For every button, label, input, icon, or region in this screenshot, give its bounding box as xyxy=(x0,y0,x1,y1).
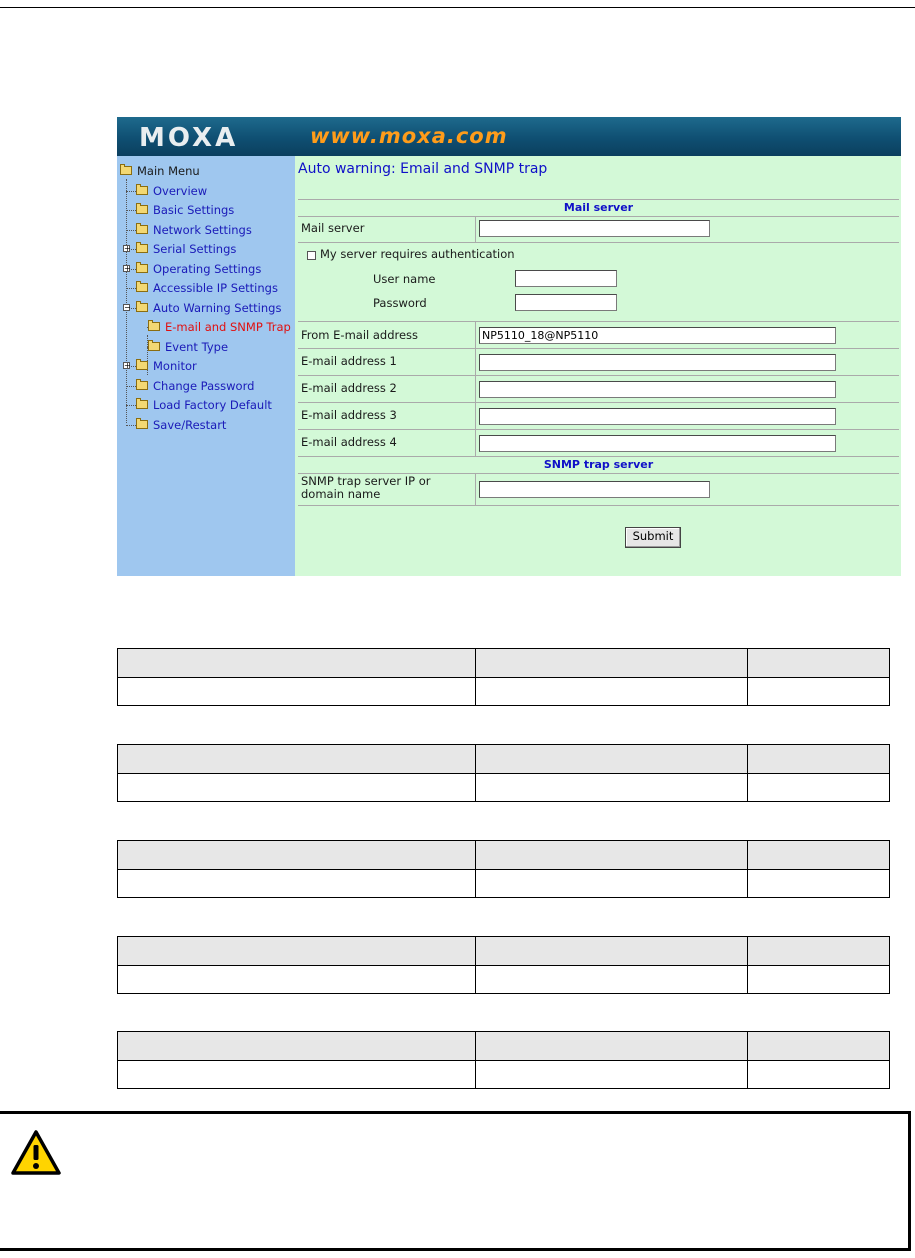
settings-table-3 xyxy=(117,840,890,898)
mail-server-input[interactable] xyxy=(479,220,710,237)
folder-icon xyxy=(136,400,148,409)
settings-panel xyxy=(295,156,901,576)
sidebar-item[interactable] xyxy=(117,357,295,375)
sidebar-item-label: Accessible IP Settings xyxy=(153,281,278,295)
settings-table-1 xyxy=(117,648,890,706)
snmp-label-line-1: SNMP trap server IP or xyxy=(301,474,431,488)
moxa-url-link[interactable]: www.moxa.com xyxy=(310,124,508,148)
sidebar-item-label: Serial Settings xyxy=(153,242,237,256)
sidebar-item-label: Basic Settings xyxy=(153,203,235,217)
sidebar-item[interactable] xyxy=(117,221,295,239)
folder-icon xyxy=(136,361,148,370)
password-label: Password xyxy=(373,296,427,310)
snmp-server-label xyxy=(301,475,430,501)
warning-icon xyxy=(10,1129,62,1177)
table-header-row xyxy=(118,649,889,678)
email-3-input[interactable] xyxy=(479,408,836,425)
folder-icon xyxy=(136,205,148,214)
sidebar-item[interactable] xyxy=(117,396,295,414)
page-header-rule xyxy=(0,7,915,8)
email-2-input[interactable] xyxy=(479,381,836,398)
folder-icon xyxy=(136,186,148,195)
username-input[interactable] xyxy=(515,270,617,287)
auth-label: My server requires authentication xyxy=(320,247,515,261)
email-1-row xyxy=(298,349,899,376)
email-2-row xyxy=(298,376,899,403)
sidebar-item-label: Overview xyxy=(153,183,208,198)
sidebar-item-label: E-mail and SNMP Trap xyxy=(165,320,291,334)
email-4-label: E-mail address 4 xyxy=(301,435,397,449)
password-input[interactable] xyxy=(515,294,617,311)
sidebar-item[interactable] xyxy=(117,240,295,258)
folder-icon xyxy=(136,225,148,234)
table-header-row xyxy=(118,1032,889,1061)
attention-box xyxy=(0,1111,911,1251)
settings-table-5 xyxy=(117,1031,890,1089)
sidebar-item-label: Operating Settings xyxy=(153,261,262,276)
snmp-server-row xyxy=(298,473,899,506)
sidebar-item[interactable] xyxy=(117,318,295,336)
folder-icon xyxy=(136,381,148,390)
auth-checkbox[interactable] xyxy=(307,251,316,260)
mail-server-label: Mail server xyxy=(301,221,365,235)
snmp-section-header: SNMP trap server xyxy=(298,456,899,474)
sidebar-item[interactable] xyxy=(117,279,295,297)
moxa-logo: MOXA xyxy=(139,123,239,153)
table-header-row xyxy=(118,841,889,870)
email-1-label: E-mail address 1 xyxy=(301,354,397,368)
expand-icon[interactable]: + xyxy=(124,263,131,273)
email-3-row xyxy=(298,403,899,430)
username-label: User name xyxy=(373,272,436,286)
from-email-label: From E-mail address xyxy=(301,328,419,342)
expand-icon[interactable]: + xyxy=(124,244,131,253)
open-folder-icon xyxy=(136,303,148,312)
sidebar-item[interactable] xyxy=(117,377,295,395)
email-3-label: E-mail address 3 xyxy=(301,408,397,422)
sidebar-item-label: Auto Warning Settings xyxy=(153,300,282,315)
email-4-input[interactable] xyxy=(479,435,836,452)
settings-table-2 xyxy=(117,744,890,802)
table-header-row xyxy=(118,937,889,966)
sidebar-item-label: Monitor xyxy=(153,359,197,373)
table-header-row xyxy=(118,745,889,774)
submit-button[interactable]: Submit xyxy=(625,527,681,548)
sidebar-item[interactable] xyxy=(117,260,295,278)
sidebar-item[interactable] xyxy=(117,162,295,180)
from-email-row xyxy=(298,322,899,349)
sidebar-item-label: Main Menu xyxy=(137,164,200,178)
folder-icon xyxy=(136,244,148,253)
folder-icon xyxy=(136,420,148,429)
sidebar-item-label: Change Password xyxy=(153,378,255,393)
from-email-input[interactable]: NP5110_18@NP5110 xyxy=(479,327,836,344)
folder-icon xyxy=(148,322,160,331)
sidebar-item-label: Load Factory Default xyxy=(153,398,272,412)
email-2-label: E-mail address 2 xyxy=(301,381,397,395)
sidebar-item-label: Network Settings xyxy=(153,222,252,237)
sidebar-item[interactable] xyxy=(117,182,295,200)
folder-icon xyxy=(148,342,160,351)
email-4-row xyxy=(298,430,899,457)
email-1-input[interactable] xyxy=(479,354,836,371)
snmp-server-input[interactable] xyxy=(479,481,710,498)
sidebar-item[interactable] xyxy=(117,338,295,356)
authentication-block xyxy=(298,243,899,322)
mail-server-row xyxy=(298,216,899,243)
expand-icon[interactable]: + xyxy=(124,361,131,370)
sidebar-item[interactable] xyxy=(117,299,295,317)
settings-table-4 xyxy=(117,936,890,994)
page-title: Auto warning: Email and SNMP trap xyxy=(298,161,548,177)
sidebar-item[interactable] xyxy=(117,416,295,434)
snmp-label-line-2: domain name xyxy=(301,487,381,501)
web-console-screenshot xyxy=(117,117,901,576)
folder-icon xyxy=(136,264,148,273)
sidebar-menu xyxy=(117,156,295,576)
sidebar-item-label: Save/Restart xyxy=(153,417,227,432)
folder-icon xyxy=(136,283,148,292)
mail-server-section-header: Mail server xyxy=(298,199,899,217)
sidebar-item-label: Event Type xyxy=(165,339,229,354)
sidebar-item[interactable] xyxy=(117,201,295,219)
header-banner xyxy=(117,117,901,156)
collapse-icon[interactable]: − xyxy=(124,302,131,312)
open-folder-icon xyxy=(120,166,132,175)
